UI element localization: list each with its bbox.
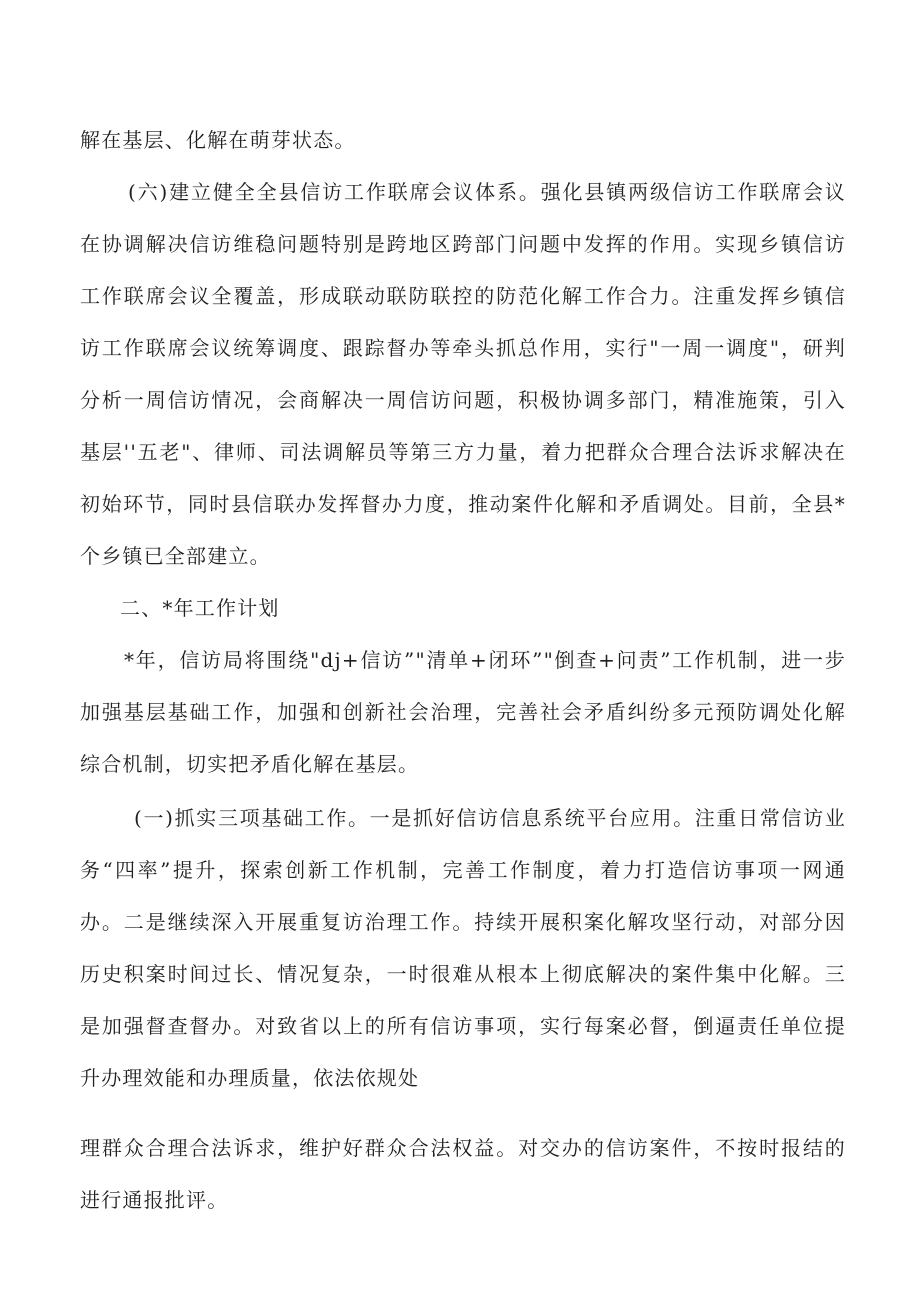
- text-line: 基层''五老"、律师、司法调解员等第三方力量，着力把群众合理合法诉求解决在: [80, 440, 846, 464]
- text-line: 务“四率”提升，探索创新工作机制，完善工作制度，着力打造信访事项一网通: [80, 858, 846, 882]
- text-line: 办。二是继续深入开展重复访治理工作。持续开展积案化解攻坚行动，对部分因: [80, 910, 846, 934]
- text-line: 理群众合理合法诉求，维护好群众合法权益。对交办的信访案件，不按时报结的: [80, 1136, 846, 1160]
- text-line: 初始环节，同时县信联办发挥督办力度，推动案件化解和矛盾调处。目前，全县*: [80, 492, 846, 516]
- text-line: 工作联席会议全覆盖，形成联动联防联控的防范化解工作合力。注重发挥乡镇信: [80, 284, 846, 308]
- paragraph-heading-line: (六)建立健全全县信访工作联席会议体系。强化县镇两级信访工作联席会议: [128, 180, 846, 204]
- text-line: 解在基层、化解在萌芽状态。: [80, 128, 356, 152]
- text-line: 综合机制，切实把矛盾化解在基层。: [80, 752, 420, 776]
- text-line: 个乡镇已全部建立。: [80, 544, 271, 568]
- text-line: 访工作联席会议统筹调度、跟踪督办等牵头抓总作用，实行"一周一调度"，研判: [80, 336, 846, 360]
- text-line: 是加强督查督办。对致省以上的所有信访事项，实行每案必督，倒逼责任单位提: [80, 1014, 846, 1038]
- paragraph-heading-line: (一)抓实三项基础工作。一是抓好信访信息系统平台应用。注重日常信访业: [134, 806, 846, 830]
- text-line: 升办理效能和办理质量，依法依规处: [80, 1066, 420, 1090]
- text-line: 加强基层基础工作，加强和创新社会治理，完善社会矛盾纠纷多元预防调处化解: [80, 700, 846, 724]
- text-line: 历史积案时间过长、情况复杂，一时很难从根本上彻底解决的案件集中化解。三: [80, 962, 846, 986]
- section-heading: 二、*年工作计划: [120, 596, 280, 620]
- paragraph-first-line: *年，信访局将围绕"dj+信访”"清单+闭环”"倒查+问责”工作机制，进一步: [124, 648, 846, 672]
- text-line: 分析一周信访情况，会商解决一周信访问题，积极协调多部门，精准施策，引入: [80, 388, 846, 412]
- text-line: 进行通报批评。: [80, 1188, 229, 1212]
- text-line: 在协调解决信访维稳问题特别是跨地区跨部门问题中发挥的作用。实现乡镇信访: [80, 232, 846, 256]
